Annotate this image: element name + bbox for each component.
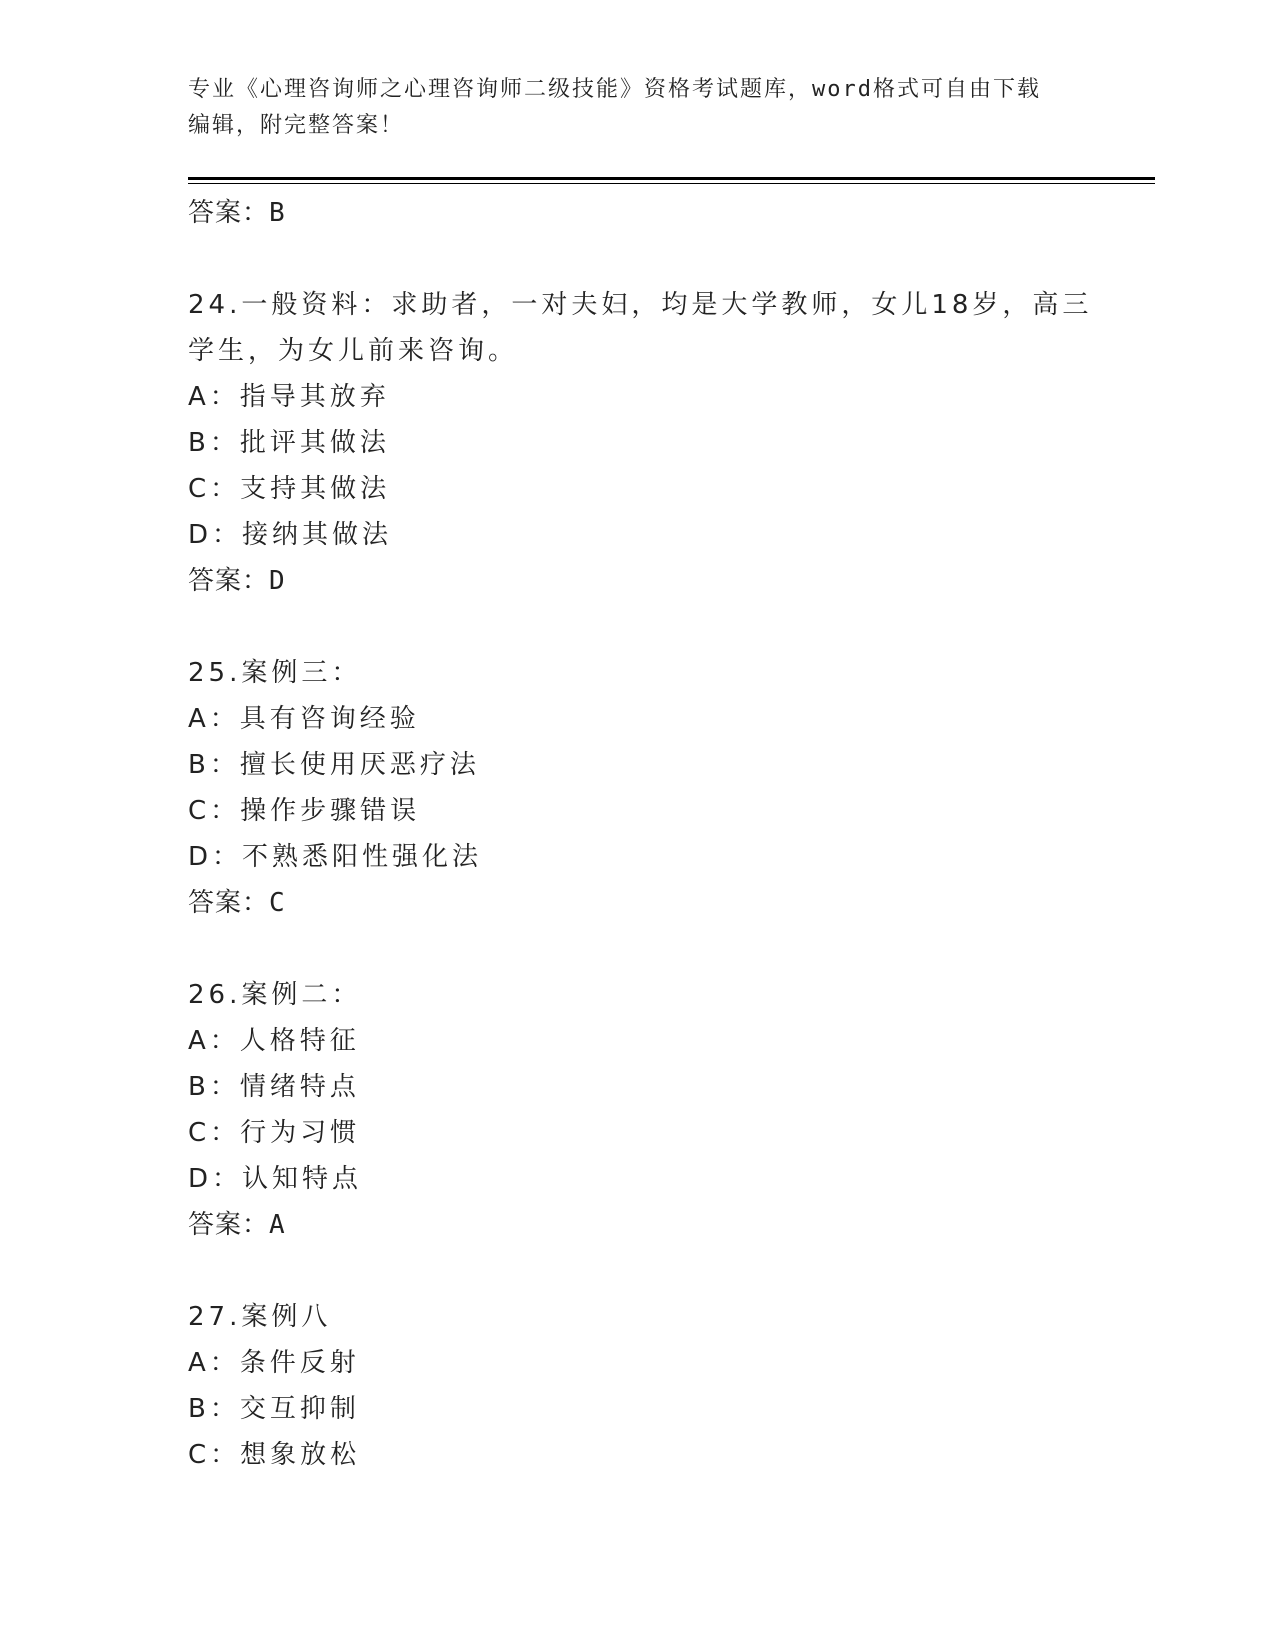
spacer <box>188 236 1108 282</box>
option-d: D：认知特点 <box>188 1164 363 1194</box>
question-text: 27.案例八 <box>188 1302 332 1332</box>
question-block <box>188 972 1108 1248</box>
option-a: A：指导其放弃 <box>188 382 390 412</box>
option-b: B：批评其做法 <box>188 428 390 458</box>
option-c: C：操作步骤错误 <box>188 796 421 826</box>
header-divider-thick <box>188 177 1155 180</box>
option-b: B：擅长使用厌恶疗法 <box>188 750 480 780</box>
spacer <box>188 926 1108 972</box>
option-a: A：条件反射 <box>188 1348 360 1378</box>
header-line-2: 编辑，附完整答案！ <box>188 113 405 138</box>
answer-line: 答案：A <box>188 1210 286 1240</box>
answer-line: 答案：D <box>188 566 286 596</box>
option-b: B：情绪特点 <box>188 1072 360 1102</box>
question-block <box>188 282 1108 604</box>
option-c: C：支持其做法 <box>188 474 391 504</box>
answer-line: 答案：B <box>188 198 286 228</box>
question-text: 24.一般资料：求助者，一对夫妇，均是大学教师，女儿18岁，高三 <box>188 290 1093 320</box>
option-d: D：不熟悉阳性强化法 <box>188 842 483 872</box>
option-a: A：具有咨询经验 <box>188 704 420 734</box>
spacer <box>188 604 1108 650</box>
question-text: 学生，为女儿前来咨询。 <box>188 336 519 366</box>
option-b: B：交互抑制 <box>188 1394 360 1424</box>
option-c: C：行为习惯 <box>188 1118 361 1148</box>
question-text: 25.案例三： <box>188 658 362 688</box>
question-block <box>188 650 1108 926</box>
spacer <box>188 1248 1108 1294</box>
document-header <box>188 72 1068 144</box>
question-text: 26.案例二： <box>188 980 362 1010</box>
option-c: C：想象放松 <box>188 1440 361 1470</box>
option-d: D：接纳其做法 <box>188 520 393 550</box>
header-divider-thin <box>188 183 1155 184</box>
question-block <box>188 1294 1108 1478</box>
option-a: A：人格特征 <box>188 1026 360 1056</box>
header-line-1: 专业《心理咨询师之心理咨询师二级技能》资格考试题库，word格式可自由下载 <box>188 77 1041 102</box>
question-list <box>188 190 1108 1478</box>
answer-line: 答案：C <box>188 888 286 918</box>
